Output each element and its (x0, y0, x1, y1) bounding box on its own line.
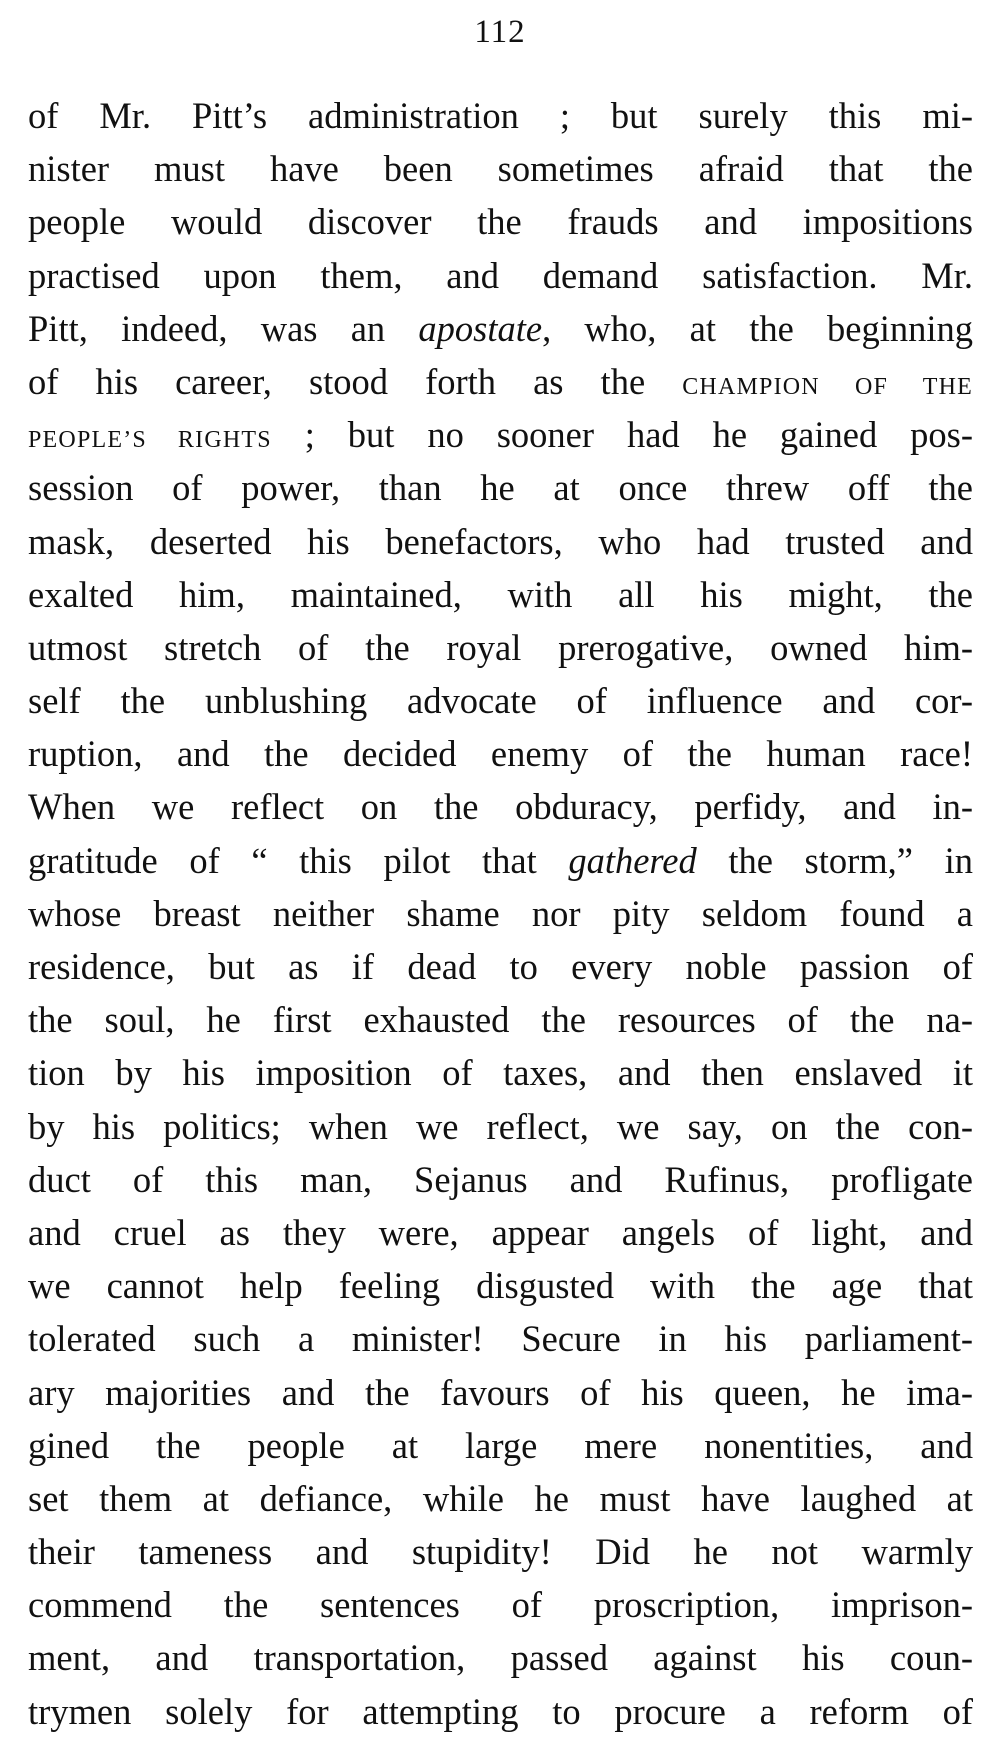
italic-text: apostate (418, 307, 543, 349)
text-segment: residence, but as if dead to every noble passion of (28, 946, 973, 987)
text-line (28, 355, 973, 408)
text-line (28, 1578, 973, 1631)
text-segment: mask, deserted his benefactors, who had trusted and (28, 520, 973, 562)
text-segment: Pitt, indeed, was an (28, 307, 419, 349)
text-line (28, 195, 973, 248)
text-segment: gratitude of “ this pilot that (28, 839, 569, 881)
text-segment: we cannot help feeling disgusted with the age that (28, 1265, 973, 1307)
text-line (28, 1100, 973, 1153)
text-segment: practised upon them, and demand satisfaction. Mr. (28, 254, 973, 296)
text-line (28, 89, 973, 142)
text-segment: gined the people at large mere nonentities, and (28, 1424, 973, 1466)
text-segment: self the unblushing advocate of influence and cor- (28, 680, 973, 722)
text-line (28, 780, 973, 833)
text-line (28, 142, 973, 195)
text-line (28, 621, 973, 674)
text-line (28, 1685, 973, 1738)
text-segment: utmost stretch of the royal prerogative, owned him- (28, 626, 973, 668)
text-segment: and cruel as they were, appear angels of light, and (28, 1211, 973, 1253)
text-line (28, 727, 973, 780)
text-line (28, 993, 973, 1046)
text-segment: session of power, than he at once threw off the (28, 467, 973, 509)
text-segment: ruption, and the decided enemy of the human race! (28, 733, 973, 775)
text-segment: commend the sentences of proscription, imprison- (28, 1584, 973, 1626)
text-segment: ; but no sooner had he gained pos- (271, 414, 973, 456)
text-line (28, 1525, 973, 1578)
small-caps-text: CHAMPION OF THE (682, 373, 973, 400)
text-segment: exalted him, maintained, with all his might, the (28, 573, 973, 615)
text-segment: duct of this man, Sejanus and Rufinus, profligate (28, 1158, 973, 1200)
text-line (28, 1259, 973, 1312)
page-number: 112 (474, 14, 526, 50)
text-segment: by his politics; when we reflect, we say, on the con- (28, 1105, 973, 1147)
text-segment: people would discover the frauds and impositions (28, 201, 973, 243)
text-line (28, 1472, 973, 1525)
text-line (28, 1206, 973, 1259)
text-segment: When we reflect on the obduracy, perfidy, and in- (28, 786, 973, 828)
text-line (28, 1153, 973, 1206)
text-line (28, 1631, 973, 1684)
text-segment: trymen solely for attempting to procure a reform of (28, 1690, 973, 1732)
text-line (28, 302, 973, 355)
text-segment: nister must have been sometimes afraid that the (28, 148, 973, 190)
text-line (28, 887, 973, 940)
text-line (28, 834, 973, 887)
text-line (28, 408, 973, 461)
text-segment: the soul, he first exhausted the resources of the na- (28, 999, 973, 1041)
text-line (28, 1046, 973, 1099)
text-line (28, 674, 973, 727)
text-line (28, 461, 973, 514)
text-line (28, 1366, 973, 1419)
text-line (28, 249, 973, 302)
text-segment: of his career, stood forth as the (28, 360, 683, 402)
text-line (28, 1312, 973, 1365)
small-caps-text: PEOPLE’S RIGHTS (28, 427, 272, 454)
body-text (28, 89, 973, 1738)
text-line (28, 1419, 973, 1472)
text-segment: , who, at the beginning (542, 307, 973, 349)
text-segment: ment, and transportation, passed against his coun- (28, 1637, 973, 1679)
text-segment: the storm,” in (696, 839, 973, 881)
text-segment: whose breast neither shame nor pity seldom found a (28, 892, 973, 934)
text-segment: tolerated such a minister! Secure in his parliament- (28, 1318, 973, 1360)
text-segment: of Mr. Pitt’s administration ; but surely this mi- (28, 95, 973, 136)
italic-text: gathered (568, 839, 697, 881)
text-line (28, 515, 973, 568)
text-segment: set them at defiance, while he must have laughed at (28, 1477, 973, 1519)
text-line (28, 568, 973, 621)
text-segment: ary majorities and the favours of his queen, he ima- (28, 1371, 973, 1413)
text-segment: their tameness and stupidity! Did he not warmly (28, 1531, 973, 1573)
text-line (28, 940, 973, 993)
text-segment: tion by his imposition of taxes, and then enslaved it (28, 1052, 973, 1094)
